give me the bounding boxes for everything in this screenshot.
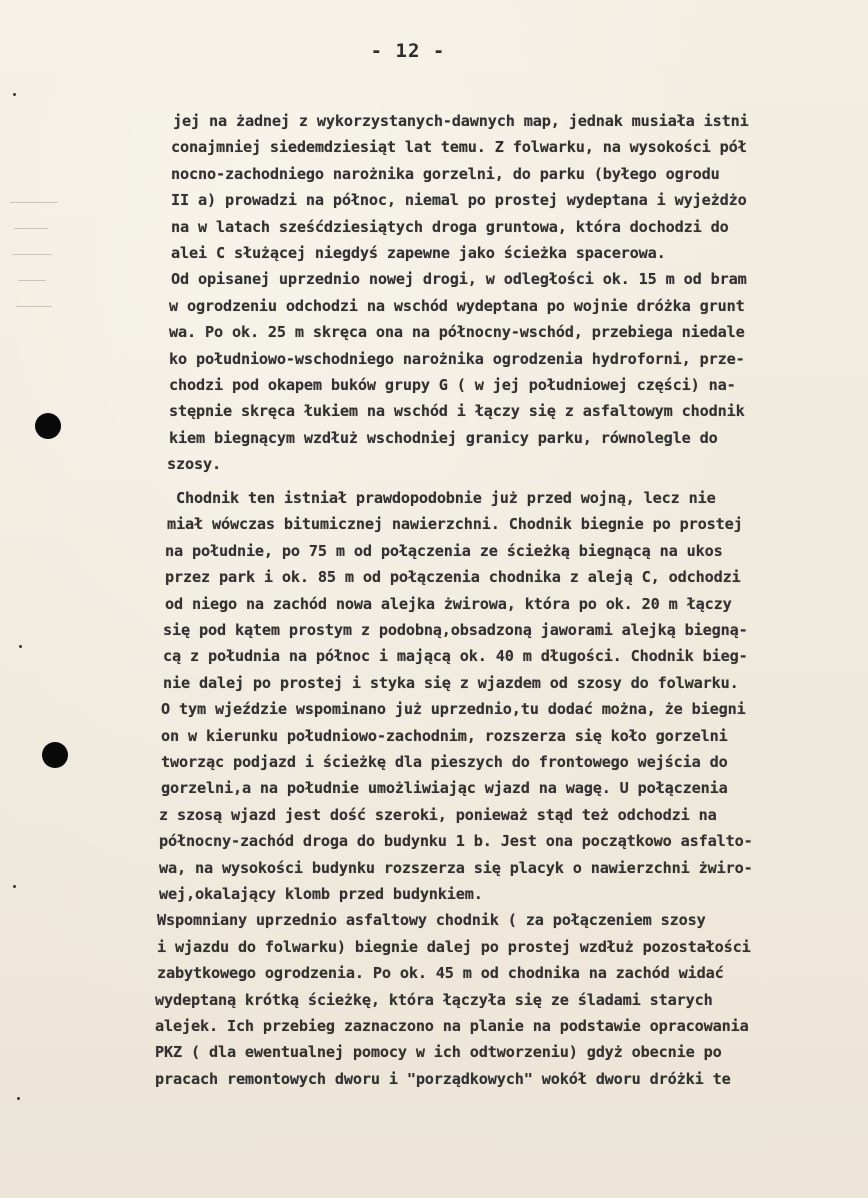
text-line: z szosą wjazd jest dość szeroki, ponieważ stąd też odchodzi na [159, 806, 717, 824]
text-line: cą z południa na północ i mającą ok. 40 m długości. Chodnik bieg- [163, 647, 748, 665]
text-line: II a) prowadzi na północ, niemal po prostej wydeptana i wyjeżdżo [171, 191, 747, 209]
text-line: szosy. [167, 455, 221, 473]
text-line: północny-zachód droga do budynku 1 b. Jest ona początkowo asfalto- [159, 832, 753, 850]
bleed-through-mark [14, 228, 48, 229]
text-line: Wspomniany uprzednio asfaltowy chodnik ( za połączeniem szosy [157, 911, 706, 929]
text-line: miał wówczas bitumicznej nawierzchni. Chodnik biegnie po prostej [167, 515, 743, 533]
bleed-through-mark [10, 202, 58, 203]
text-line: pracach remontowych dworu i "porządkowych" wokół dworu dróżki te [155, 1070, 731, 1088]
text-line: alei C służącej niegdyś zapewne jako ścieżka spacerowa. [171, 244, 666, 262]
page-number: - 12 - [370, 40, 446, 62]
text-line: chodzi pod okapem buków grupy G ( w jej południowej części) na- [169, 376, 736, 394]
text-line: Od opisanej uprzednio nowej drogi, w odległości ok. 15 m od bram [171, 270, 747, 288]
text-line: kiem biegnącym wzdłuż wschodniej granicy parku, równolegle do [169, 429, 718, 447]
text-line: nie dalej po prostej i styka się z wjazdem od szosy do folwarku. [163, 674, 739, 692]
punch-hole [42, 742, 68, 768]
margin-speck [17, 1097, 20, 1100]
text-line: wa. Po ok. 25 m skręca ona na północny-wschód, przebiega niedale [169, 323, 745, 341]
bleed-through-mark [18, 280, 46, 281]
text-line: Chodnik ten istniał prawdopodobnie już przed wojną, lecz nie [176, 489, 716, 507]
text-line: w ogrodzeniu odchodzi na wschód wydeptana po wojnie dróżka grunt [169, 297, 745, 315]
text-line: na w latach sześćdziesiątych droga gruntowa, która dochodzi do [171, 218, 729, 236]
text-line: i wjazdu do folwarku) biegnie dalej po prostej wzdłuż pozostałości [157, 938, 751, 956]
text-line: wej,okalający klomb przed budynkiem. [159, 885, 483, 903]
text-line: ko południowo-wschodniego narożnika ogrodzenia hydroforni, prze- [169, 350, 745, 368]
text-line: on w kierunku południowo-zachodnim, rozszerza się koło gorzelni [161, 727, 728, 745]
text-line: na południe, po 75 m od połączenia ze ścieżką biegnącą na ukos [165, 542, 723, 560]
text-line: alejek. Ich przebieg zaznaczono na planie na podstawie opracowania [155, 1017, 749, 1035]
text-line: PKZ ( dla ewentualnej pomocy w ich odtworzeniu) gdyż obecnie po [155, 1043, 722, 1061]
text-line: wydeptaną krótką ścieżkę, która łączyła się ze śladami starych [155, 991, 713, 1009]
text-line: przez park i ok. 85 m od połączenia chodnika z aleją C, odchodzi [165, 568, 741, 586]
punch-hole [35, 413, 61, 439]
text-line: gorzelni,a na południe umożliwiając wjazd na wagę. U połączenia [161, 779, 728, 797]
text-line: nocno-zachodniego narożnika gorzelni, do parku (byłego ogrodu [171, 165, 720, 183]
margin-speck [13, 93, 16, 96]
text-line: tworząc podjazd i ścieżkę dla pieszych do frontowego wejścia do [161, 753, 728, 771]
text-line: jej na żadnej z wykorzystanych-dawnych map, jednak musiała istni [173, 112, 749, 130]
text-line: wa, na wysokości budynku rozszerza się placyk o nawierzchni żwiro- [159, 859, 753, 877]
text-line: od niego na zachód nowa alejka żwirowa, która po ok. 20 m łączy [165, 595, 732, 613]
text-line: się pod kątem prostym z podobną,obsadzoną jaworami alejką biegną- [163, 621, 748, 639]
margin-speck [13, 885, 16, 888]
bleed-through-mark [16, 306, 52, 307]
text-line: zabytkowego ogrodzenia. Po ok. 45 m od chodnika na zachód widać [157, 964, 724, 982]
text-line: stępnie skręca łukiem na wschód i łączy się z asfaltowym chodnik [169, 402, 745, 420]
text-line: conajmniej siedemdziesiąt lat temu. Z folwarku, na wysokości pół [171, 138, 747, 156]
text-line: O tym wjeździe wspominano już uprzednio,tu dodać można, że biegni [161, 700, 746, 718]
bleed-through-mark [12, 254, 52, 255]
margin-speck [19, 645, 22, 648]
